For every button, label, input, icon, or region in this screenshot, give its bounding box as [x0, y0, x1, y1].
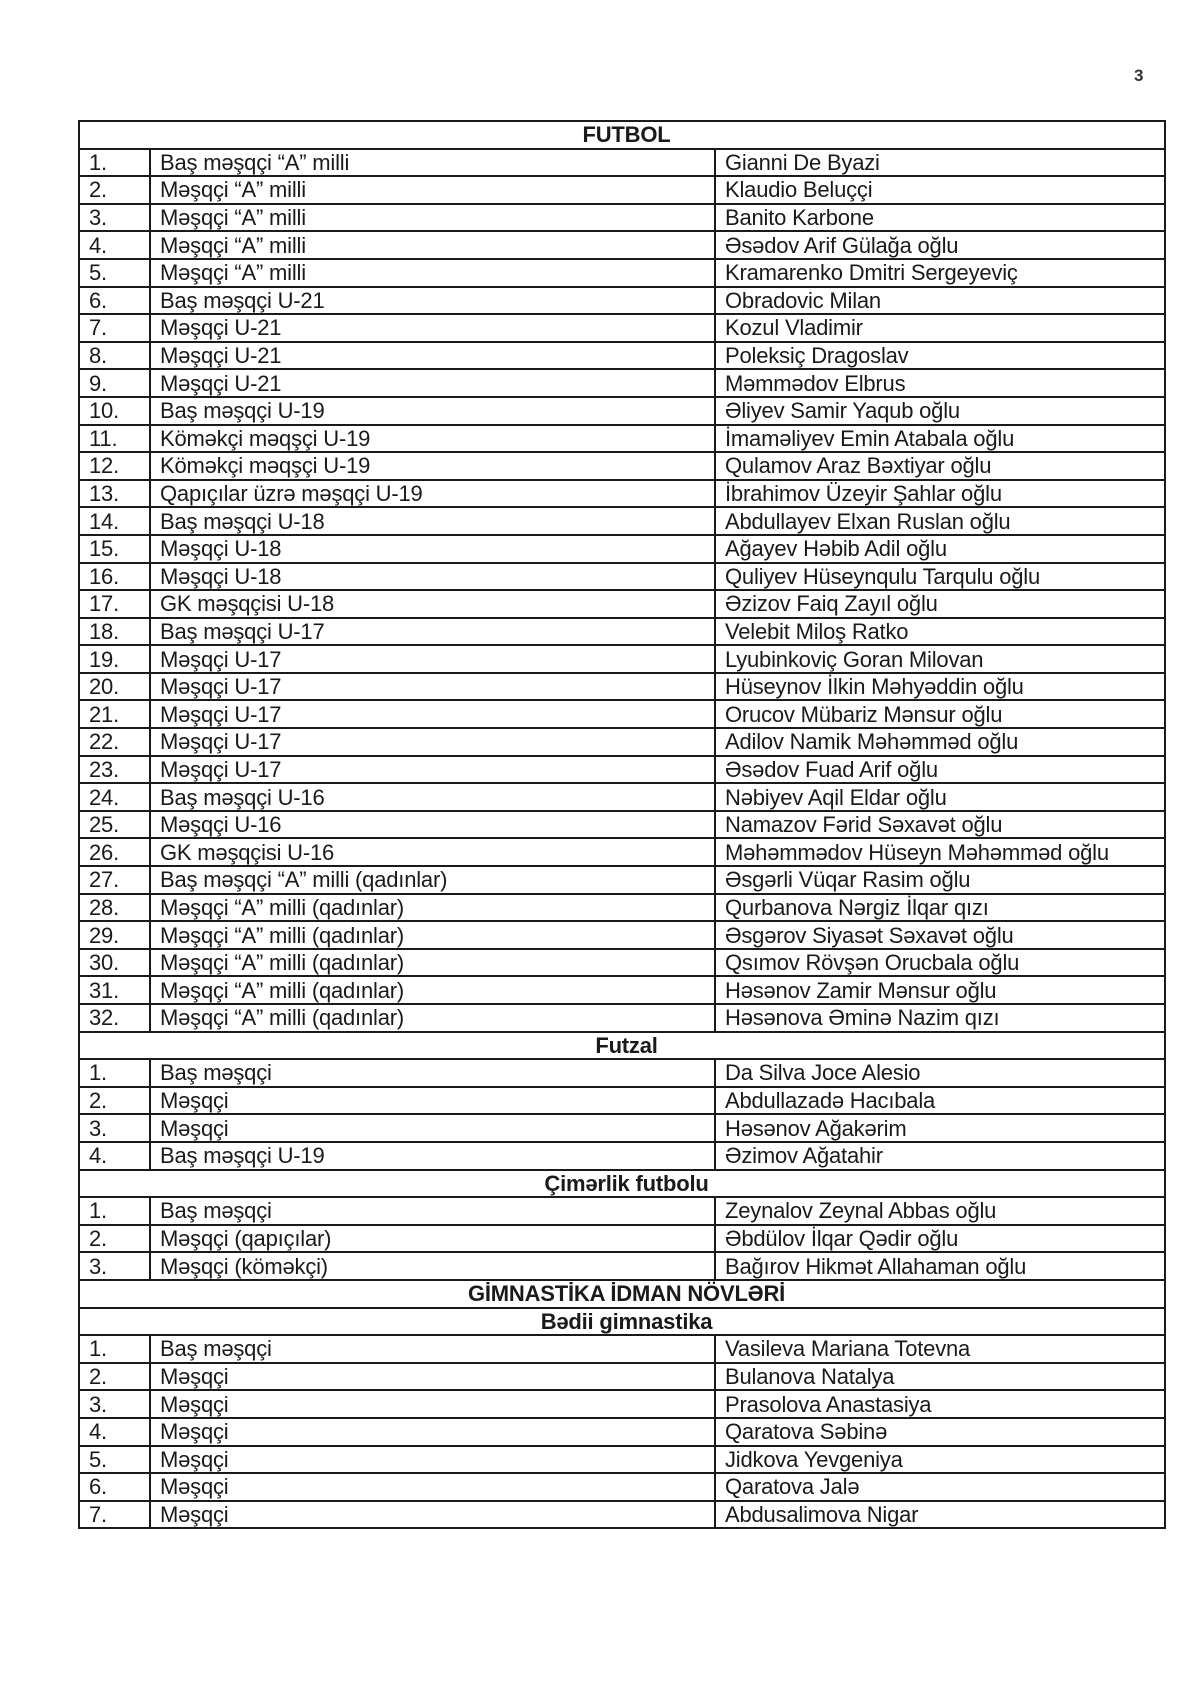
table-row: [79, 618, 1165, 646]
position-cell: Məşqçi U-16: [150, 811, 715, 839]
row-number: 3.: [79, 204, 150, 232]
row-number: 20.: [79, 673, 150, 701]
coach-name-cell: Bulanova Natalya: [715, 1363, 1165, 1391]
coach-name-cell: Abdullazadə Hacıbala: [715, 1087, 1165, 1115]
position-cell: Baş məşqçi “A” milli (qadınlar): [150, 866, 715, 894]
section-title: Çimərlik futbolu: [79, 1170, 1165, 1198]
coach-name-cell: Əzimov Ağatahir: [715, 1142, 1165, 1170]
position-cell: Məşqçi U-17: [150, 728, 715, 756]
table-row: [79, 176, 1165, 204]
row-number: 4.: [79, 1142, 150, 1170]
section-header-row: [79, 121, 1165, 149]
coach-name-cell: Abdusalimova Nigar: [715, 1501, 1165, 1529]
position-cell: Məşqçi “A” milli (qadınlar): [150, 921, 715, 949]
position-cell: Baş məşqçi U-17: [150, 618, 715, 646]
coach-name-cell: Əsədov Arif Gülağa oğlu: [715, 231, 1165, 259]
position-cell: Məşqçi (köməkçi): [150, 1252, 715, 1280]
table-row: [79, 756, 1165, 784]
row-number: 1.: [79, 149, 150, 177]
coach-name-cell: Məmmədov Elbrus: [715, 369, 1165, 397]
row-number: 19.: [79, 645, 150, 673]
position-cell: Məşqçi U-21: [150, 342, 715, 370]
table-row: [79, 231, 1165, 259]
table-row: [79, 259, 1165, 287]
coach-name-cell: Jidkova Yevgeniya: [715, 1446, 1165, 1474]
row-number: 13.: [79, 480, 150, 508]
coach-name-cell: Əbdülov İlqar Qədir oğlu: [715, 1225, 1165, 1253]
table-row: [79, 783, 1165, 811]
position-cell: Məşqçi U-17: [150, 645, 715, 673]
row-number: 25.: [79, 811, 150, 839]
table-row: [79, 314, 1165, 342]
coach-name-cell: Klaudio Beluççi: [715, 176, 1165, 204]
position-cell: GK məşqçisi U-16: [150, 838, 715, 866]
table-row: [79, 1114, 1165, 1142]
position-cell: Baş məşqçi: [150, 1059, 715, 1087]
position-cell: Məşqçi: [150, 1473, 715, 1501]
table-row: [79, 452, 1165, 480]
row-number: 22.: [79, 728, 150, 756]
section-title: GİMNASTİKA İDMAN NÖVLƏRİ: [79, 1280, 1165, 1308]
section-header-row: [79, 1032, 1165, 1060]
table-row: [79, 921, 1165, 949]
row-number: 30.: [79, 949, 150, 977]
coach-name-cell: Əzizov Faiq Zayıl oğlu: [715, 590, 1165, 618]
coach-name-cell: Əliyev Samir Yaqub oğlu: [715, 397, 1165, 425]
coach-name-cell: Namazov Fərid Səxavət oğlu: [715, 811, 1165, 839]
position-cell: Məşqçi U-18: [150, 535, 715, 563]
section-title: Futzal: [79, 1032, 1165, 1060]
coach-name-cell: Vasileva Mariana Totevna: [715, 1335, 1165, 1363]
position-cell: Qapıçılar üzrə məşqçi U-19: [150, 480, 715, 508]
coach-name-cell: İmaməliyev Emin Atabala oğlu: [715, 425, 1165, 453]
section-header-row: [79, 1280, 1165, 1308]
coach-name-cell: Qurbanova Nərgiz İlqar qızı: [715, 894, 1165, 922]
row-number: 15.: [79, 535, 150, 563]
row-number: 4.: [79, 1418, 150, 1446]
position-cell: Baş məşqçi U-19: [150, 397, 715, 425]
table-row: [79, 563, 1165, 591]
table-row: [79, 1335, 1165, 1363]
row-number: 31.: [79, 976, 150, 1004]
table-row: [79, 1501, 1165, 1529]
table-row: [79, 1418, 1165, 1446]
coach-name-cell: Hüseynov İlkin Məhyəddin oğlu: [715, 673, 1165, 701]
coach-name-cell: Qulamov Araz Bəxtiyar oğlu: [715, 452, 1165, 480]
coach-name-cell: Həsənov Zamir Mənsur oğlu: [715, 976, 1165, 1004]
coach-name-cell: Əsgərli Vüqar Rasim oğlu: [715, 866, 1165, 894]
coach-name-cell: İbrahimov Üzeyir Şahlar oğlu: [715, 480, 1165, 508]
table-row: [79, 507, 1165, 535]
position-cell: Baş məşqçi U-19: [150, 1142, 715, 1170]
coach-name-cell: Velebit Miloş Ratko: [715, 618, 1165, 646]
position-cell: Məşqçi “A” milli (qadınlar): [150, 949, 715, 977]
table-row: [79, 894, 1165, 922]
row-number: 10.: [79, 397, 150, 425]
row-number: 3.: [79, 1390, 150, 1418]
table-row: [79, 1390, 1165, 1418]
row-number: 6.: [79, 1473, 150, 1501]
coach-name-cell: Məhəmmədov Hüseyn Məhəmməd oğlu: [715, 838, 1165, 866]
row-number: 5.: [79, 1446, 150, 1474]
position-cell: Baş məşqçi U-16: [150, 783, 715, 811]
table-row: [79, 287, 1165, 315]
coach-name-cell: Adilov Namik Məhəmməd oğlu: [715, 728, 1165, 756]
position-cell: Məşqçi: [150, 1418, 715, 1446]
page-number: 3: [1134, 66, 1144, 85]
position-cell: Məşqçi: [150, 1446, 715, 1474]
row-number: 7.: [79, 314, 150, 342]
position-cell: Məşqçi “A” milli (qadınlar): [150, 976, 715, 1004]
table-row: [79, 811, 1165, 839]
position-cell: Baş məşqçi U-18: [150, 507, 715, 535]
table-row: [79, 397, 1165, 425]
table-row: [79, 1004, 1165, 1032]
row-number: 2.: [79, 1087, 150, 1115]
position-cell: Baş məşqçi “A” milli: [150, 149, 715, 177]
position-cell: Baş məşqçi: [150, 1197, 715, 1225]
position-cell: Məşqçi: [150, 1501, 715, 1529]
row-number: 32.: [79, 1004, 150, 1032]
section-title: Bədii gimnastika: [79, 1308, 1165, 1336]
row-number: 7.: [79, 1501, 150, 1529]
position-cell: Məşqçi U-17: [150, 700, 715, 728]
table-row: [79, 838, 1165, 866]
coach-name-cell: Bağırov Hikmət Allahaman oğlu: [715, 1252, 1165, 1280]
section-title: FUTBOL: [79, 121, 1165, 149]
coach-name-cell: Gianni De Byazi: [715, 149, 1165, 177]
row-number: 24.: [79, 783, 150, 811]
coaches-table: [78, 120, 1166, 1529]
coach-name-cell: Qaratova Səbinə: [715, 1418, 1165, 1446]
coach-name-cell: Obradovic Milan: [715, 287, 1165, 315]
row-number: 18.: [79, 618, 150, 646]
coach-name-cell: Əsgərov Siyasət Səxavət oğlu: [715, 921, 1165, 949]
coach-name-cell: Əsədov Fuad Arif oğlu: [715, 756, 1165, 784]
coach-name-cell: Abdullayev Elxan Ruslan oğlu: [715, 507, 1165, 535]
position-cell: Məşqçi: [150, 1087, 715, 1115]
coach-name-cell: Orucov Mübariz Mənsur oğlu: [715, 700, 1165, 728]
row-number: 12.: [79, 452, 150, 480]
table-row: [79, 949, 1165, 977]
row-number: 11.: [79, 425, 150, 453]
row-number: 28.: [79, 894, 150, 922]
position-cell: Məşqçi “A” milli: [150, 259, 715, 287]
row-number: 1.: [79, 1335, 150, 1363]
row-number: 1.: [79, 1197, 150, 1225]
table-row: [79, 1473, 1165, 1501]
table-row: [79, 1252, 1165, 1280]
position-cell: Məşqçi: [150, 1363, 715, 1391]
row-number: 5.: [79, 259, 150, 287]
row-number: 8.: [79, 342, 150, 370]
coach-name-cell: Banito Karbone: [715, 204, 1165, 232]
row-number: 2.: [79, 1363, 150, 1391]
table-row: [79, 1363, 1165, 1391]
table-row: [79, 1059, 1165, 1087]
table-row: [79, 866, 1165, 894]
row-number: 29.: [79, 921, 150, 949]
coach-name-cell: Həsənova Əminə Nazim qızı: [715, 1004, 1165, 1032]
coach-name-cell: Da Silva Joce Alesio: [715, 1059, 1165, 1087]
position-cell: Məşqçi “A” milli (qadınlar): [150, 1004, 715, 1032]
coach-name-cell: Qaratova Jalə: [715, 1473, 1165, 1501]
table-row: [79, 1446, 1165, 1474]
row-number: 4.: [79, 231, 150, 259]
row-number: 27.: [79, 866, 150, 894]
row-number: 6.: [79, 287, 150, 315]
coach-name-cell: Kozul Vladimir: [715, 314, 1165, 342]
coach-name-cell: Kramarenko Dmitri Sergeyeviç: [715, 259, 1165, 287]
table-row: [79, 1225, 1165, 1253]
table-row: [79, 1197, 1165, 1225]
coaches-table-body: [79, 121, 1165, 1528]
row-number: 1.: [79, 1059, 150, 1087]
position-cell: Köməkçi məqşçi U-19: [150, 452, 715, 480]
coach-name-cell: Zeynalov Zeynal Abbas oğlu: [715, 1197, 1165, 1225]
row-number: 23.: [79, 756, 150, 784]
position-cell: Məşqçi U-21: [150, 369, 715, 397]
table-row: [79, 700, 1165, 728]
position-cell: GK məşqçisi U-18: [150, 590, 715, 618]
coach-name-cell: Prasolova Anastasiya: [715, 1390, 1165, 1418]
position-cell: Köməkçi məqşçi U-19: [150, 425, 715, 453]
position-cell: Məşqçi “A” milli: [150, 176, 715, 204]
position-cell: Məşqçi “A” milli: [150, 204, 715, 232]
table-row: [79, 673, 1165, 701]
coach-name-cell: Poleksiç Dragoslav: [715, 342, 1165, 370]
position-cell: Məşqçi U-18: [150, 563, 715, 591]
table-row: [79, 369, 1165, 397]
position-cell: Məşqçi: [150, 1114, 715, 1142]
position-cell: Məşqçi (qapıçılar): [150, 1225, 715, 1253]
row-number: 2.: [79, 176, 150, 204]
row-number: 17.: [79, 590, 150, 618]
position-cell: Baş məşqçi: [150, 1335, 715, 1363]
position-cell: Məşqçi U-17: [150, 756, 715, 784]
row-number: 16.: [79, 563, 150, 591]
table-row: [79, 204, 1165, 232]
position-cell: Məşqçi U-17: [150, 673, 715, 701]
row-number: 26.: [79, 838, 150, 866]
table-row: [79, 1087, 1165, 1115]
coach-name-cell: Quliyev Hüseynqulu Tarqulu oğlu: [715, 563, 1165, 591]
position-cell: Məşqçi U-21: [150, 314, 715, 342]
row-number: 21.: [79, 700, 150, 728]
table-row: [79, 728, 1165, 756]
coach-name-cell: Qsımov Rövşən Orucbala oğlu: [715, 949, 1165, 977]
coach-name-cell: Həsənov Ağakərim: [715, 1114, 1165, 1142]
coach-name-cell: Lyubinkoviç Goran Milovan: [715, 645, 1165, 673]
table-row: [79, 976, 1165, 1004]
section-header-row: [79, 1308, 1165, 1336]
coach-name-cell: Ağayev Həbib Adil oğlu: [715, 535, 1165, 563]
position-cell: Məşqçi “A” milli (qadınlar): [150, 894, 715, 922]
row-number: 2.: [79, 1225, 150, 1253]
table-row: [79, 480, 1165, 508]
table-row: [79, 535, 1165, 563]
row-number: 3.: [79, 1114, 150, 1142]
table-row: [79, 1142, 1165, 1170]
table-row: [79, 425, 1165, 453]
section-header-row: [79, 1170, 1165, 1198]
row-number: 9.: [79, 369, 150, 397]
position-cell: Baş məşqçi U-21: [150, 287, 715, 315]
table-row: [79, 590, 1165, 618]
position-cell: Məşqçi: [150, 1390, 715, 1418]
table-row: [79, 149, 1165, 177]
row-number: 14.: [79, 507, 150, 535]
position-cell: Məşqçi “A” milli: [150, 231, 715, 259]
table-row: [79, 342, 1165, 370]
table-row: [79, 645, 1165, 673]
coach-name-cell: Nəbiyev Aqil Eldar oğlu: [715, 783, 1165, 811]
row-number: 3.: [79, 1252, 150, 1280]
